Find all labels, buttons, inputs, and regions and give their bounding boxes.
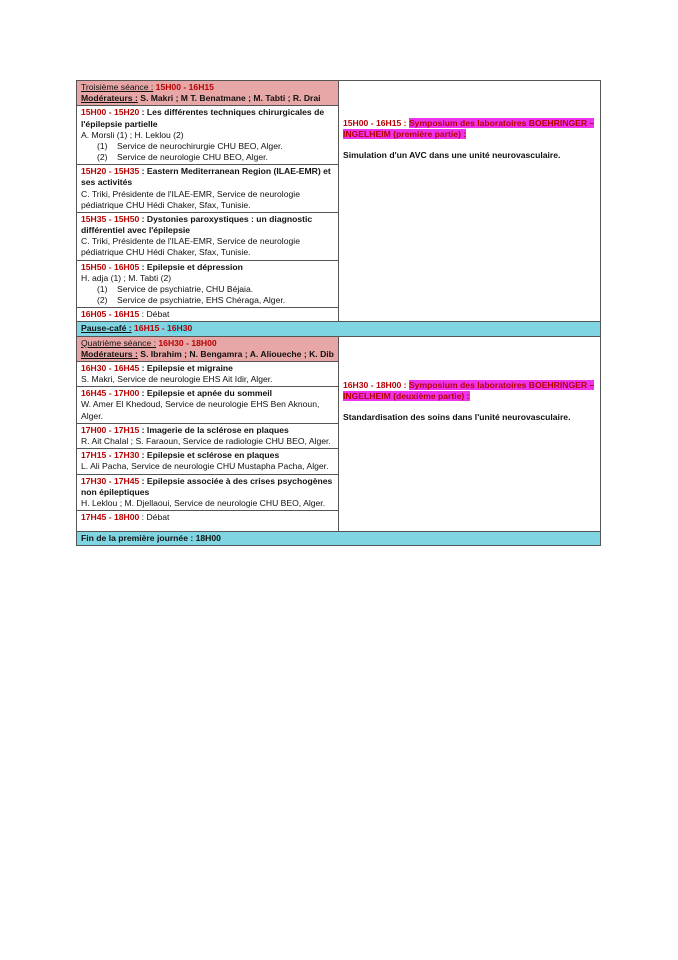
symposium-2-subject: Standardisation des soins dans l'unité neurovasculaire. — [343, 411, 571, 422]
symposium-1-cell — [339, 81, 601, 322]
talk-time: 15H50 - 16H05 — [81, 261, 140, 272]
talk-title: : Epilepsie et apnée du sommeil — [139, 388, 273, 399]
end-label: Fin de la première journée : 18H00 — [81, 533, 221, 544]
talk-time: 16H45 - 17H00 — [81, 388, 140, 399]
talk-authors: R. Ait Chalal ; S. Faraoun, Service de radiologie CHU BEO, Alger. — [81, 435, 331, 446]
session-3-header-row — [77, 81, 601, 106]
talk-title: : Epilepsie associée à des crises psychogènes non épileptiques — [81, 475, 333, 497]
symposium-2-cell — [339, 336, 601, 532]
talk-authors: A. Morsli (1) ; H. Leklou (2) — [81, 129, 184, 140]
talk-cell — [77, 449, 339, 474]
talk-authors: C. Triki, Présidente de l'ILAE-EMR, Service de neurologie pédiatrique CHU Hédi Chaker, Sfax, Tunisie. — [81, 236, 300, 258]
talk-title: : Epilepsie et sclérose en plaques — [139, 450, 280, 461]
talk-time: 17H30 - 17H45 — [81, 475, 140, 486]
program-table — [76, 80, 601, 546]
debate-cell — [77, 308, 339, 322]
talk-title: : Débat — [139, 309, 170, 320]
affiliation: (1) Service de neurochirurgie CHU BEO, Alger. — [97, 140, 283, 151]
talk-time: 15H00 - 15H20 — [81, 107, 140, 118]
pause-time-highlight: 16H30 — [167, 323, 193, 334]
talk-cell — [77, 387, 339, 424]
talk-title: : Dystonies paroxystiques : un diagnostic différentiel avec l'épilepsie — [81, 213, 313, 236]
talk-time: 16H30 - 16H45 — [81, 362, 140, 373]
end-row — [77, 532, 601, 546]
pause-label: Pause-café : — [81, 323, 132, 334]
symposium-2-title: Symposium des laboratoires BOEHRINGER – INGELHEIM (deuxième partie) : — [343, 379, 595, 401]
talk-title: : Les différentes techniques chirurgicales de l'épilepsie partielle — [81, 107, 325, 129]
talk-time: 16H05 - 16H15 — [81, 309, 140, 320]
pause-time: 16H15 - — [134, 323, 167, 334]
talk-title: : Imagerie de la sclérose en plaques — [139, 424, 289, 435]
talk-authors: C. Triki, Présidente de l'ILAE-EMR, Service de neurologie pédiatrique CHU Hédi Chaker, Sfax, Tunisie. — [81, 188, 300, 210]
symposium-2-heading — [343, 380, 597, 402]
affiliation: (1) Service de psychiatrie, CHU Béjaia. — [97, 283, 254, 294]
talk-authors: H. Leklou ; M. Djellaoui, Service de neurologie CHU BEO, Alger. — [81, 497, 326, 508]
talk-authors: H. adja (1) ; M. Tabti (2) — [81, 272, 172, 283]
symposium-1-heading — [343, 118, 597, 140]
talk-time: 17H00 - 17H15 — [81, 424, 140, 435]
session-3-moderators: S. Makri ; M T. Benatmane ; M. Tabti ; R. Drai — [140, 93, 321, 104]
session-4-moderators-label: Modérateurs : — [81, 348, 138, 359]
symposium-2-time: 16H30 - 18H00 : — [343, 379, 407, 390]
symposium-1-subject: Simulation d'un AVC dans une unité neurovasculaire. — [343, 150, 561, 161]
talk-title: : Eastern Mediterranean Region (ILAE-EMR) et ses activités — [81, 166, 331, 188]
talk-cell — [77, 106, 339, 165]
talk-time: 15H20 - 15H35 — [81, 166, 140, 177]
talk-time: 17H45 - 18H00 — [81, 512, 140, 523]
talk-authors: L. Ali Pacha, Service de neurologie CHU Mustapha Pacha, Alger. — [81, 461, 329, 472]
talk-cell — [77, 474, 339, 511]
talk-title: : Débat — [139, 512, 170, 523]
session-4-title: Quatrième séance : — [81, 337, 156, 348]
session-4-moderators: S. Ibrahim ; N. Bengamra ; A. Alioueche ; K. Dib — [140, 348, 334, 359]
session-3-moderators-label: Modérateurs : — [81, 93, 138, 104]
session-4-header-row — [77, 336, 601, 361]
session-3-header — [77, 81, 339, 106]
symposium-1-title: Symposium des laboratoires BOEHRINGER – INGELHEIM (première partie) : — [343, 118, 595, 140]
talk-cell — [77, 165, 339, 213]
talk-cell — [77, 361, 339, 386]
session-3-title: Troisième séance : — [81, 82, 154, 92]
talk-title: : Epilepsie et dépression — [139, 261, 243, 272]
talk-cell — [77, 423, 339, 448]
talk-time: 15H35 - 15H50 — [81, 213, 140, 224]
symposium-1-time: 15H00 - 16H15 : — [343, 118, 407, 128]
end-cell — [77, 532, 601, 546]
affiliation: (2) Service de neurologie CHU BEO, Alger. — [97, 152, 268, 163]
affiliation: (2) Service de psychiatrie, EHS Chéraga, Alger. — [97, 295, 286, 306]
talk-time: 17H15 - 17H30 — [81, 450, 140, 461]
talk-cell — [77, 260, 339, 308]
talk-authors: W. Amer El Khedoud, Service de neurologie EHS Ben Aknoun, Alger. — [81, 399, 320, 421]
pause-cell — [77, 322, 601, 336]
talk-authors: S. Makri, Service de neurologie EHS Ait Idir, Alger. — [81, 374, 273, 385]
talk-cell — [77, 212, 339, 260]
talk-title: : Epilepsie et migraine — [139, 362, 233, 373]
session-4-time: 16H30 - 18H00 — [158, 337, 217, 348]
session-4-header — [77, 336, 339, 361]
debate-cell — [77, 511, 339, 532]
pause-row — [77, 322, 601, 336]
session-3-time: 15H00 - 16H15 — [155, 82, 214, 92]
